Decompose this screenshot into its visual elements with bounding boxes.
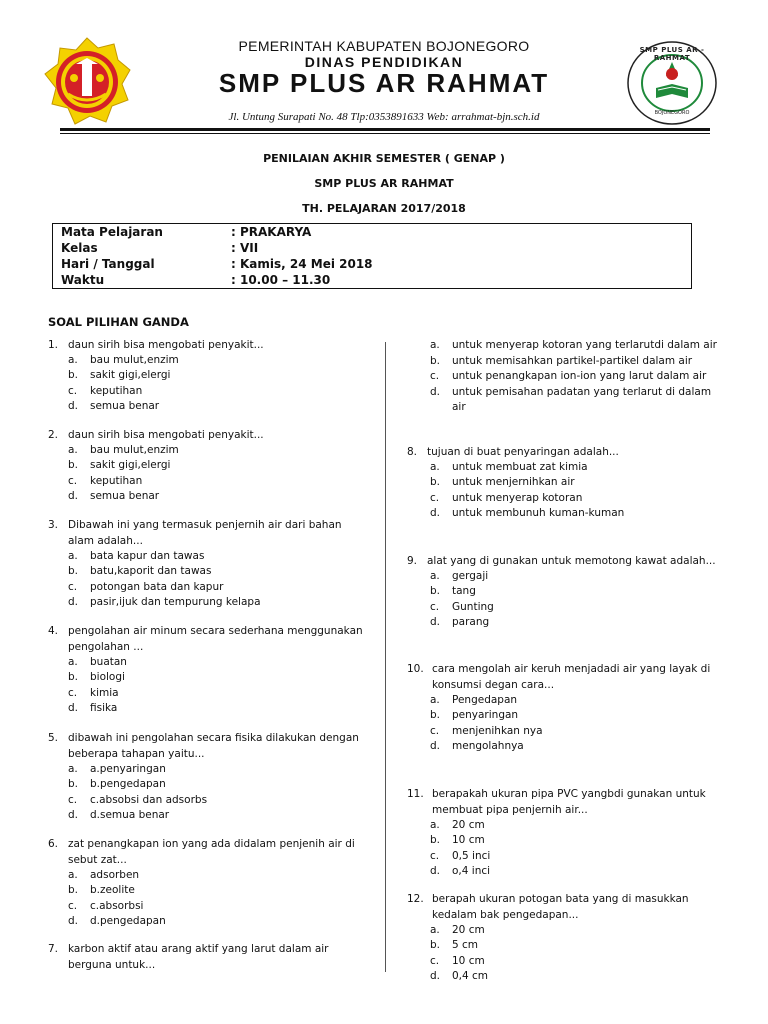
option-text: buatan [90,656,127,668]
info-value: : VII [231,241,259,255]
question-text: alat yang di gunakan untuk memotong kawat adalah... [427,555,716,567]
option-text: biologi [90,671,125,684]
option-letter: b. [430,476,441,489]
option-text: mengolahnya [452,739,524,752]
option-letter: b. [68,671,79,684]
exam-year: TH. PELAJARAN 2017/2018 [302,202,466,215]
option-text: sakit gigi,elergi [90,459,171,472]
option-letter: c. [68,793,78,806]
option-letter: d. [430,506,441,519]
option-letter: d. [430,864,441,877]
option-letter: a. [430,570,440,582]
question-number: 12. [407,893,424,905]
option-text: pasir,ijuk dan tempurung kelapa [90,595,261,608]
school-logo-subtext: BOJONEGORO [654,110,690,116]
question-number: 2. [48,429,59,441]
question-text: karbon aktif atau arang aktif yang larut dalam air berguna untuk... [68,943,329,971]
option-text: keputihan [90,384,143,397]
option-letter: b. [68,369,79,382]
header-rule-thin [60,133,710,134]
option-letter: d. [68,808,79,821]
option-text: penyaringan [452,709,519,722]
option-text: o,4 inci [452,864,491,877]
option-text: air [452,401,466,413]
option-text: untuk memisahkan partikel-partikel dalam air [452,354,693,367]
question-number: 3. [48,519,59,531]
question-text: tujuan di buat penyaringan adalah... [427,446,619,458]
option-text: bau mulut,enzim [90,444,179,456]
option-letter: b. [430,354,441,367]
question [48,942,373,976]
option-letter: b. [430,834,441,847]
option-text: sakit gigi,elergi [90,369,171,382]
question [48,731,373,765]
option-text: tang [452,585,476,598]
question-number: 6. [48,838,59,850]
option-text: untuk membunuh kuman-kuman [452,506,625,519]
option-letter: c. [430,724,440,737]
option-letter: d. [68,914,79,927]
option-text: bau mulut,enzim [90,354,179,366]
option-letter: c. [430,370,440,382]
exam-title: PENILAIAN AKHIR SEMESTER ( GENAP ) [263,152,505,165]
option-text: b.zeolite [90,884,135,897]
option-letter: d. [430,385,441,398]
option-letter: a. [68,656,78,668]
option-letter: b. [430,709,441,722]
question [407,662,732,696]
option-letter: b. [430,585,441,598]
option-text: batu,kaporit dan tawas [90,565,212,578]
info-label: Mata Pelajaran [61,225,163,239]
option-text: 20 cm [452,924,485,936]
header-government: PEMERINTAH KABUPATEN BOJONEGORO [238,38,530,54]
option-letter: c. [68,899,78,912]
question-text: berapah ukuran potogan bata yang di masukkan kedalam bak pengedapan... [432,893,689,921]
question-text: pengolahan air minum secara sederhana menggunakan pengolahan ... [68,625,363,653]
question [48,837,373,871]
option-text: menjenihkan nya [452,724,543,737]
question-text: zat penangkapan ion yang ada didalam penjenih air di sebut zat... [68,838,355,866]
option-letter: d. [68,701,79,714]
option-letter: d. [430,969,441,982]
option-text: untuk pemisahan padatan yang terlarut di dalam [452,385,712,398]
option-text: keputihan [90,474,143,487]
question-number: 10. [407,663,424,675]
question-text: daun sirih bisa mengobati penyakit... [68,339,264,351]
option-letter: c. [430,491,440,504]
option-letter: c. [68,686,78,699]
info-label: Kelas [61,241,98,255]
question-text: berapakah ukuran pipa PVC yangbdi gunakan untuk membuat pipa penjernih air... [432,788,706,816]
exam-school: SMP PLUS AR RAHMAT [314,177,454,190]
info-label: Waktu [61,273,105,287]
option-letter: a. [68,763,78,775]
column-divider [385,342,386,972]
option-text: a.penyaringan [90,763,166,775]
question-text: daun sirih bisa mengobati penyakit... [68,429,264,441]
question [407,787,732,821]
info-value: : PRAKARYA [231,225,312,239]
question-number: 5. [48,732,59,744]
option-text: 5 cm [452,939,479,952]
info-label: Hari / Tanggal [61,257,155,271]
option-letter: a. [430,339,440,351]
option-letter: b. [68,884,79,897]
option-letter: b. [68,778,79,791]
question-number: 9. [407,555,418,567]
option-letter: d. [430,739,441,752]
option-text: untuk penangkapan ion-ion yang larut dalam air [452,370,707,382]
question [48,624,373,658]
question [407,892,732,926]
option-letter: a. [68,869,78,881]
question-number: 11. [407,788,424,800]
option-letter: c. [430,954,440,967]
option-letter: d. [68,595,79,608]
exam-info-box [52,223,692,289]
option-text: 10 cm [452,834,485,847]
option-text: 0,4 cm [452,969,489,982]
option-text: potongan bata dan kapur [90,580,224,593]
option-letter: a. [68,444,78,456]
option-text: gergaji [452,570,489,582]
option-letter: a. [430,694,440,706]
option-text: untuk menyerap kotoran [452,491,583,504]
school-logo-text: SMP PLUS AR - RAHMAT [639,46,705,62]
option-text: 0,5 inci [452,849,491,862]
option-letter: d. [68,489,79,502]
question-number: 8. [407,446,418,458]
info-value: : 10.00 – 11.30 [231,273,331,287]
option-letter: c. [68,474,78,487]
option-text: untuk membuat zat kimia [452,461,588,473]
option-text: kimia [90,686,119,699]
question-number: 4. [48,625,59,637]
option-text: 20 cm [452,819,485,831]
option-text: untuk menyerap kotoran yang terlarutdi dalam air [452,339,717,351]
option-text: fisika [90,701,118,714]
option-letter: c. [68,580,78,593]
question-text: dibawah ini pengolahan secara fisika dilakukan dengan beberapa tahapan yaitu... [68,732,359,760]
option-text: d.semua benar [90,808,170,821]
option-letter: a. [68,354,78,366]
info-value: : Kamis, 24 Mei 2018 [231,257,373,271]
question-text: Dibawah ini yang termasuk penjernih air dari bahan alam adalah... [68,519,342,547]
header-school-name: SMP PLUS AR RAHMAT [218,68,550,98]
option-text: parang [452,615,490,628]
option-text: d.pengedapan [90,914,166,927]
option-letter: c. [430,849,440,862]
header-rule-thick [60,128,710,131]
option-text: Gunting [452,600,494,613]
option-letter: b. [68,459,79,472]
option-text: c.absobsi dan adsorbs [90,793,208,806]
question-text: cara mengolah air keruh menjadadi air yang layak di konsumsi degan cara... [432,663,711,691]
section-title: SOAL PILIHAN GANDA [48,315,189,329]
question [48,518,373,552]
option-letter: c. [430,600,440,613]
question-number: 1. [48,339,59,351]
option-letter: b. [68,565,79,578]
option-letter: b. [430,939,441,952]
question-number: 7. [48,943,59,955]
option-letter: a. [430,819,440,831]
option-text: bata kapur dan tawas [90,550,205,562]
option-letter: c. [68,384,78,397]
header-department: DINAS PENDIDIKAN [304,54,464,70]
option-text: c.absorbsi [90,899,144,912]
option-text: semua benar [90,399,160,412]
option-text: 10 cm [452,954,485,967]
option-text: Pengedapan [452,694,518,706]
option-text: semua benar [90,489,160,502]
option-letter: a. [430,924,440,936]
option-text: b.pengedapan [90,778,166,791]
option-letter: d. [430,615,441,628]
option-letter: d. [68,399,79,412]
option-text: untuk menjernihkan air [452,476,575,489]
option-text: adsorben [90,869,140,881]
header-address: Jl. Untung Surapati No. 48 Tlp:0353891633 Web: arrahmat-bjn.sch.id [228,111,540,123]
option-letter: a. [430,461,440,473]
option-letter: a. [68,550,78,562]
